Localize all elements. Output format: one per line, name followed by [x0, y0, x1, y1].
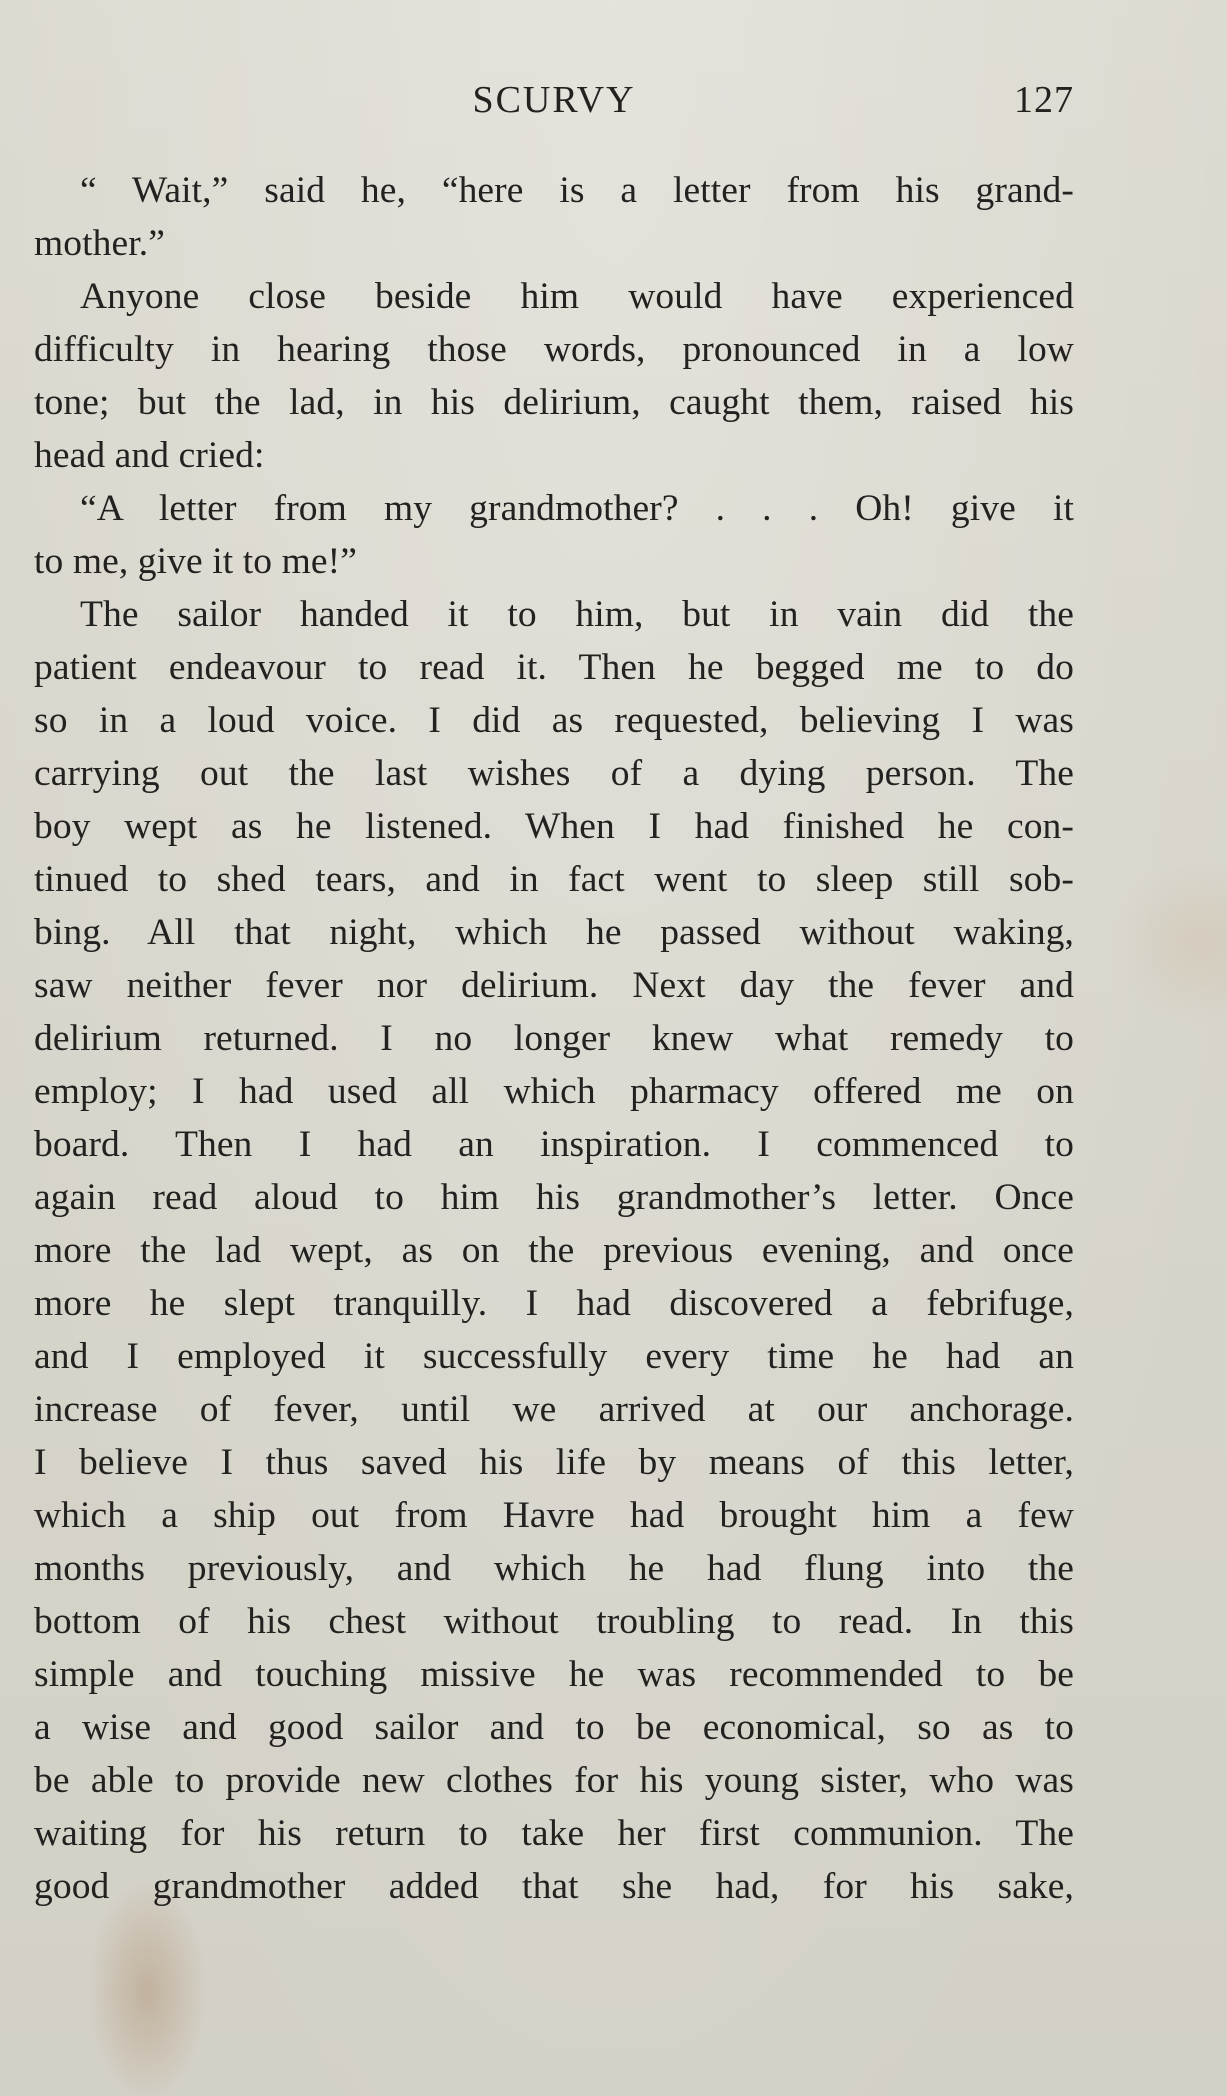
- text-line: simple and touching missive he was recommended to be: [34, 1654, 1074, 1695]
- text-line: increase of fever, until we arrived at our anchorage.: [34, 1389, 1074, 1430]
- body-text: [34, 164, 1074, 1913]
- text-line: I believe I thus saved his life by means of this letter,: [34, 1442, 1074, 1483]
- text-line: mother.”: [34, 223, 165, 264]
- text-line: to me, give it to me!”: [34, 541, 357, 582]
- text-line: patient endeavour to read it. Then he begged me to do: [34, 647, 1074, 688]
- text-line: “ Wait,” said he, “here is a letter from his grand-: [80, 170, 1074, 211]
- text-line: be able to provide new clothes for his young sister, who was: [34, 1760, 1074, 1801]
- running-title: SCURVY: [472, 79, 636, 121]
- text-line: again read aloud to him his grandmother’s letter. Once: [34, 1177, 1074, 1218]
- page-number: 127: [1014, 79, 1074, 121]
- text-line: carrying out the last wishes of a dying person. The: [34, 753, 1074, 794]
- text-line: bing. All that night, which he passed without waking,: [34, 912, 1074, 953]
- text-line: “A letter from my grandmother? . . . Oh! give it: [80, 488, 1074, 529]
- text-line: months previously, and which he had flung into the: [34, 1548, 1074, 1589]
- text-line: bottom of his chest without troubling to read. In this: [34, 1601, 1074, 1642]
- text-line: waiting for his return to take her first communion. The: [34, 1813, 1074, 1854]
- text-line: and I employed it successfully every time he had an: [34, 1336, 1074, 1377]
- text-line: tinued to shed tears, and in fact went to sleep still sob-: [34, 859, 1074, 900]
- text-line: The sailor handed it to him, but in vain did the: [80, 594, 1074, 635]
- text-line: so in a loud voice. I did as requested, believing I was: [34, 700, 1074, 741]
- text-line: good grandmother added that she had, for his sake,: [34, 1866, 1074, 1907]
- text-line: tone; but the lad, in his delirium, caught them, raised his: [34, 382, 1074, 423]
- text-line: delirium returned. I no longer knew what remedy to: [34, 1018, 1074, 1059]
- text-line: difficulty in hearing those words, pronounced in a low: [34, 329, 1074, 370]
- text-line: Anyone close beside him would have experienced: [80, 276, 1074, 317]
- text-line: head and cried:: [34, 435, 265, 476]
- running-head: [34, 78, 1074, 138]
- text-line: board. Then I had an inspiration. I commenced to: [34, 1124, 1074, 1165]
- text-line: a wise and good sailor and to be economical, so as to: [34, 1707, 1074, 1748]
- text-line: which a ship out from Havre had brought him a few: [34, 1495, 1074, 1536]
- text-line: more he slept tranquilly. I had discovered a febrifuge,: [34, 1283, 1074, 1324]
- text-line: more the lad wept, as on the previous evening, and once: [34, 1230, 1074, 1271]
- text-line: boy wept as he listened. When I had finished he con-: [34, 806, 1074, 847]
- text-line: employ; I had used all which pharmacy offered me on: [34, 1071, 1074, 1112]
- text-line: saw neither fever nor delirium. Next day the fever and: [34, 965, 1074, 1006]
